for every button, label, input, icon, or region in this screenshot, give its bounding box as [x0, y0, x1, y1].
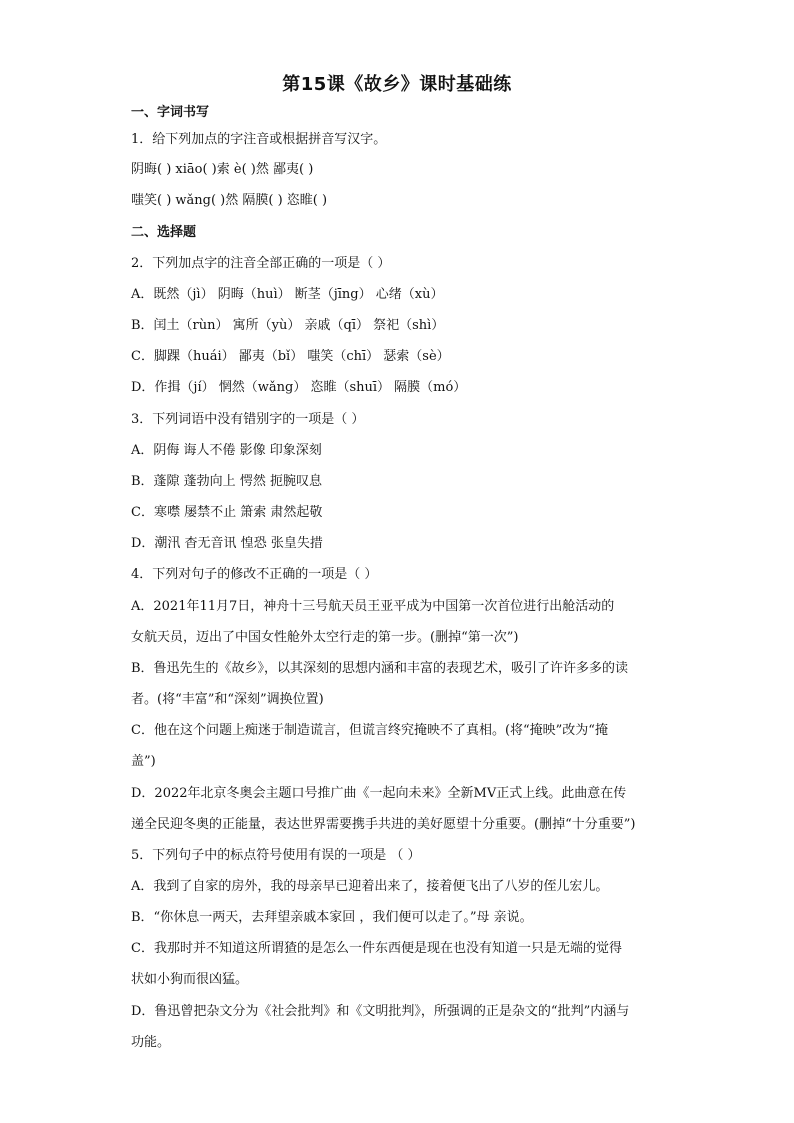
question-3-option-c: C．寒噤 屡禁不止 箫索 肃然起敬: [131, 505, 323, 520]
question-1-stem: 1．给下列加点的字注音或根据拼音写汉字。: [131, 132, 387, 147]
question-2-option-a: A．既然（jì） 阴晦（huì） 断茎（jīng） 心绪（xù）: [131, 287, 444, 302]
question-4-option-a-line-2: 女航天员，迈出了中国女性舱外太空行走的第一步。(删掉“第一次”): [131, 630, 519, 645]
question-5-stem: 5．下列句子中的标点符号使用有误的一项是 （ ）: [131, 848, 421, 863]
question-3-option-a: A．阴侮 诲人不倦 影像 印象深刻: [131, 443, 322, 458]
question-5-option-c-line-2: 状如小狗而很凶猛。: [131, 972, 249, 987]
question-3-stem: 3．下列词语中没有错别字的一项是（ ）: [131, 412, 365, 427]
question-4-option-c-line-2: 盖”): [131, 754, 156, 769]
question-4-option-d-line-1: D．2022年北京冬奥会主题口号推广曲《一起向未来》全新MV正式上线。此曲意在传: [131, 786, 627, 801]
question-2-option-c: C．脚踝（huái） 鄙夷（bǐ） 嗤笑（chī） 瑟索（sè）: [131, 349, 450, 364]
question-4-option-a-line-1: A．2021年11月7日，神舟十三号航天员王亚平成为中国第一次首位进行出舱活动的: [131, 599, 615, 614]
question-5-option-d-line-1: D．鲁迅曾把杂文分为《社会批判》和《文明批判》，所强调的正是杂文的“批判”内涵与: [131, 1004, 630, 1019]
question-4-option-d-line-2: 递全民迎冬奥的正能量，表达世界需要携手共进的美好愿望十分重要。(删掉“十分重要”): [131, 817, 636, 832]
question-4-stem: 4．下列对句子的修改不正确的一项是（ ）: [131, 567, 378, 582]
question-4-option-b-line-2: 者。(将“丰富”和“深刻”调换位置): [131, 692, 324, 707]
section-heading-choice: 二、选择题: [131, 225, 197, 240]
question-4-option-b-line-1: B．鲁迅先生的《故乡》，以其深刻的思想内涵和丰富的表现艺术，吸引了许许多多的读: [131, 661, 629, 676]
question-3-option-b: B．蓬隙 蓬勃向上 愕然 扼腕叹息: [131, 474, 322, 489]
question-5-option-d-line-2: 功能。: [131, 1035, 171, 1050]
question-4-option-c-line-1: C．他在这个问题上痴迷于制造谎言，但谎言终究掩映不了真相。(将“掩映”改为“掩: [131, 723, 608, 738]
question-3-option-d: D．潮汛 杳无音讯 惶恐 张皇失措: [131, 536, 323, 551]
question-5-option-a: A．我到了自家的房外，我的母亲早已迎着出来了，接着便飞出了八岁的侄儿宏儿。: [131, 879, 609, 894]
question-2-option-b: B．闰土（rùn） 寓所（yù） 亲戚（qī） 祭祀（shì）: [131, 318, 445, 333]
question-5-option-b: B．“你休息一两天，去拜望亲戚本家回 ，我们便可以走了。”母 亲说。: [131, 910, 533, 925]
question-1-row-2: 嗤笑( ) wǎng( )然 隔膜( ) 恣睢( ): [131, 193, 328, 208]
question-5-option-c-line-1: C．我那时并不知道这所谓猹的是怎么一件东西便是现在也没有知道一只是无端的觉得: [131, 941, 622, 956]
section-heading-vocabulary: 一、字词书写: [131, 105, 210, 120]
question-2-option-d: D．作揖（jí） 惘然（wǎng） 恣睢（shuī） 隔膜（mó）: [131, 380, 467, 395]
question-2-stem: 2．下列加点字的注音全部正确的一项是（ ）: [131, 256, 391, 271]
question-1-row-1: 阴晦( ) xiāo( )索 è( )然 鄙夷( ): [131, 162, 314, 177]
page-title: 第15课《故乡》课时基础练: [282, 74, 512, 95]
